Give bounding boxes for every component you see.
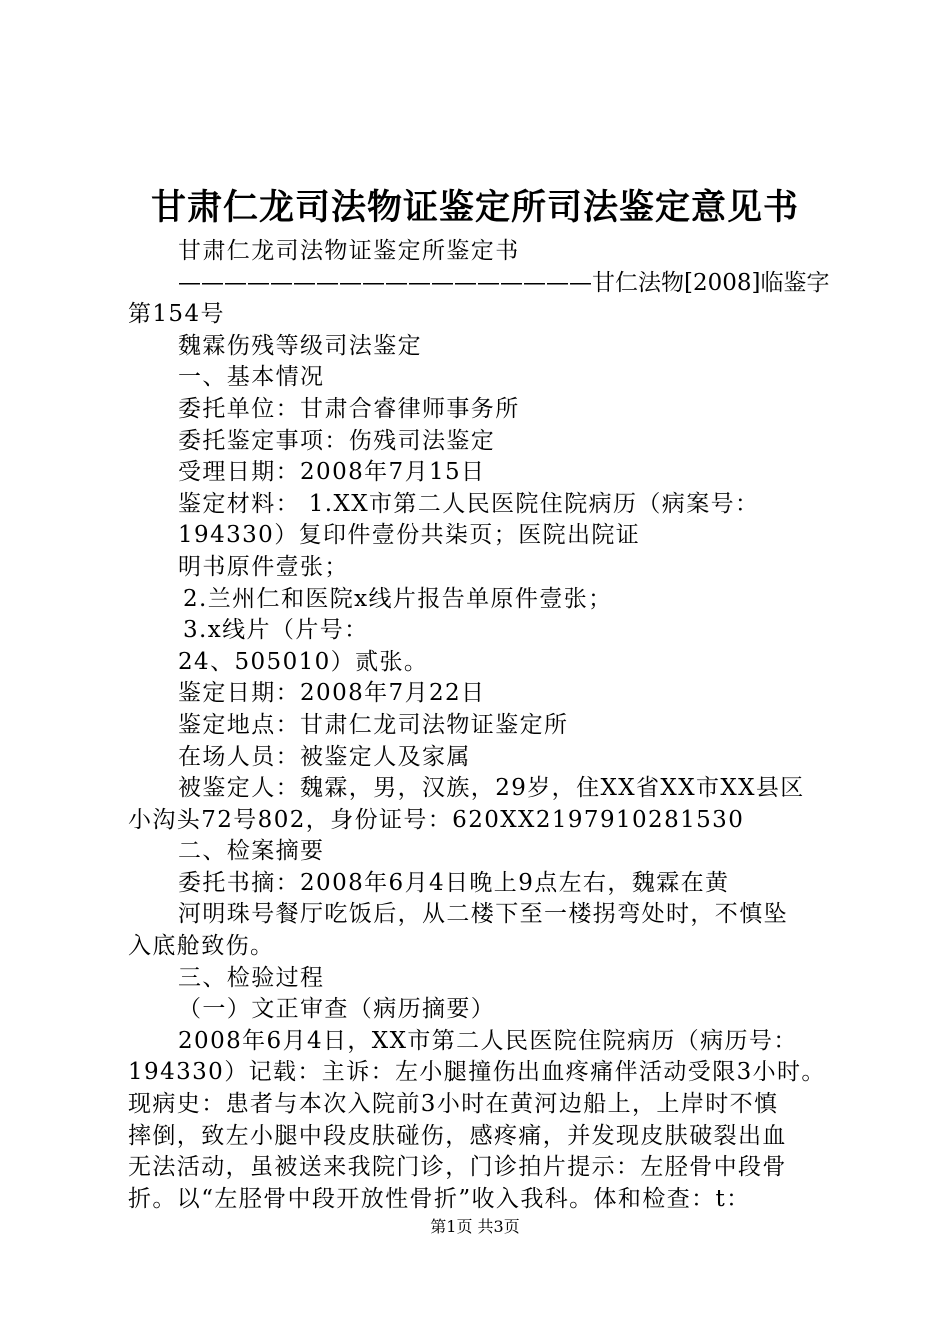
- paragraph-line: 在场人员：被鉴定人及家属: [178, 743, 471, 770]
- document-title: 甘肃仁龙司法物证鉴定所司法鉴定意见书: [150, 187, 799, 228]
- section-heading-case-summary: 二、检案摘要: [178, 838, 325, 865]
- paragraph-line: 被鉴定人：魏霖，男，汉族，29岁，住XX省XX市XX县区: [178, 775, 805, 802]
- paragraph-line: 受理日期：2008年7月15日: [178, 459, 486, 486]
- paragraph-line: 小沟头72号802，身份证号：620XX2197910281530: [128, 806, 745, 833]
- paragraph-line: 委托书摘：2008年6月4日晚上9点左右，魏霖在黄: [178, 869, 730, 896]
- case-heading: 魏霖伤残等级司法鉴定: [178, 332, 422, 359]
- paragraph-line: 委托单位：甘肃合睿律师事务所: [178, 395, 520, 422]
- reference-number-line: ——————————————————甘仁法物[2008]临鉴字: [178, 269, 830, 296]
- document-subtitle: 甘肃仁龙司法物证鉴定所鉴定书: [178, 238, 520, 264]
- paragraph-line: 194330）记载：主诉：左小腿撞伤出血疼痛伴活动受限3小时。: [128, 1059, 826, 1086]
- document-body: [128, 236, 844, 1215]
- paragraph-line: 2.兰州仁和医院x线片报告单原件壹张；: [183, 585, 613, 612]
- paragraph-line: 无法活动，虽被送来我院门诊，门诊拍片提示：左胫骨中段骨: [128, 1154, 787, 1181]
- paragraph-line: 鉴定日期：2008年7月22日: [178, 680, 486, 707]
- section-heading-examination: 三、检验过程: [178, 964, 325, 991]
- paragraph-line: 折。以“左胫骨中段开放性骨折”收入我科。体和检查：t：: [128, 1185, 751, 1212]
- paragraph-line: 3.x线片（片号：: [183, 617, 369, 644]
- section-heading-basic-info: 一、基本情况: [178, 364, 325, 391]
- paragraph-line: 鉴定材料： 1.XX市第二人民医院住院病历（病案号：: [178, 490, 760, 517]
- paragraph-line: 河明珠号餐厅吃饭后，从二楼下至一楼拐弯处时，不慎坠: [178, 901, 788, 928]
- paragraph-line: 鉴定地点：甘肃仁龙司法物证鉴定所: [178, 711, 569, 738]
- page-indicator: 第1页 共3页: [430, 1217, 520, 1236]
- reference-number-continued: 第154号: [128, 301, 225, 328]
- paragraph-line: 入底舱致伤。: [128, 933, 275, 960]
- paragraph-line: 24、505010）贰张。: [178, 648, 429, 675]
- subsection-heading: （一）文正审查（病历摘要）: [178, 996, 496, 1023]
- paragraph-line: 现病史：患者与本次入院前3小时在黄河边船上，上岸时不慎: [128, 1091, 779, 1118]
- paragraph-line: 2008年6月4日，XX市第二人民医院住院病历（病历号：: [178, 1027, 798, 1054]
- paragraph-line: 194330）复印件壹份共柒页；医院出院证: [178, 522, 641, 549]
- paragraph-line: 摔倒，致左小腿中段皮肤碰伤，感疼痛，并发现皮肤破裂出血: [128, 1122, 787, 1149]
- paragraph-line: 明书原件壹张；: [178, 553, 349, 580]
- paragraph-line: 委托鉴定事项：伤残司法鉴定: [178, 427, 496, 454]
